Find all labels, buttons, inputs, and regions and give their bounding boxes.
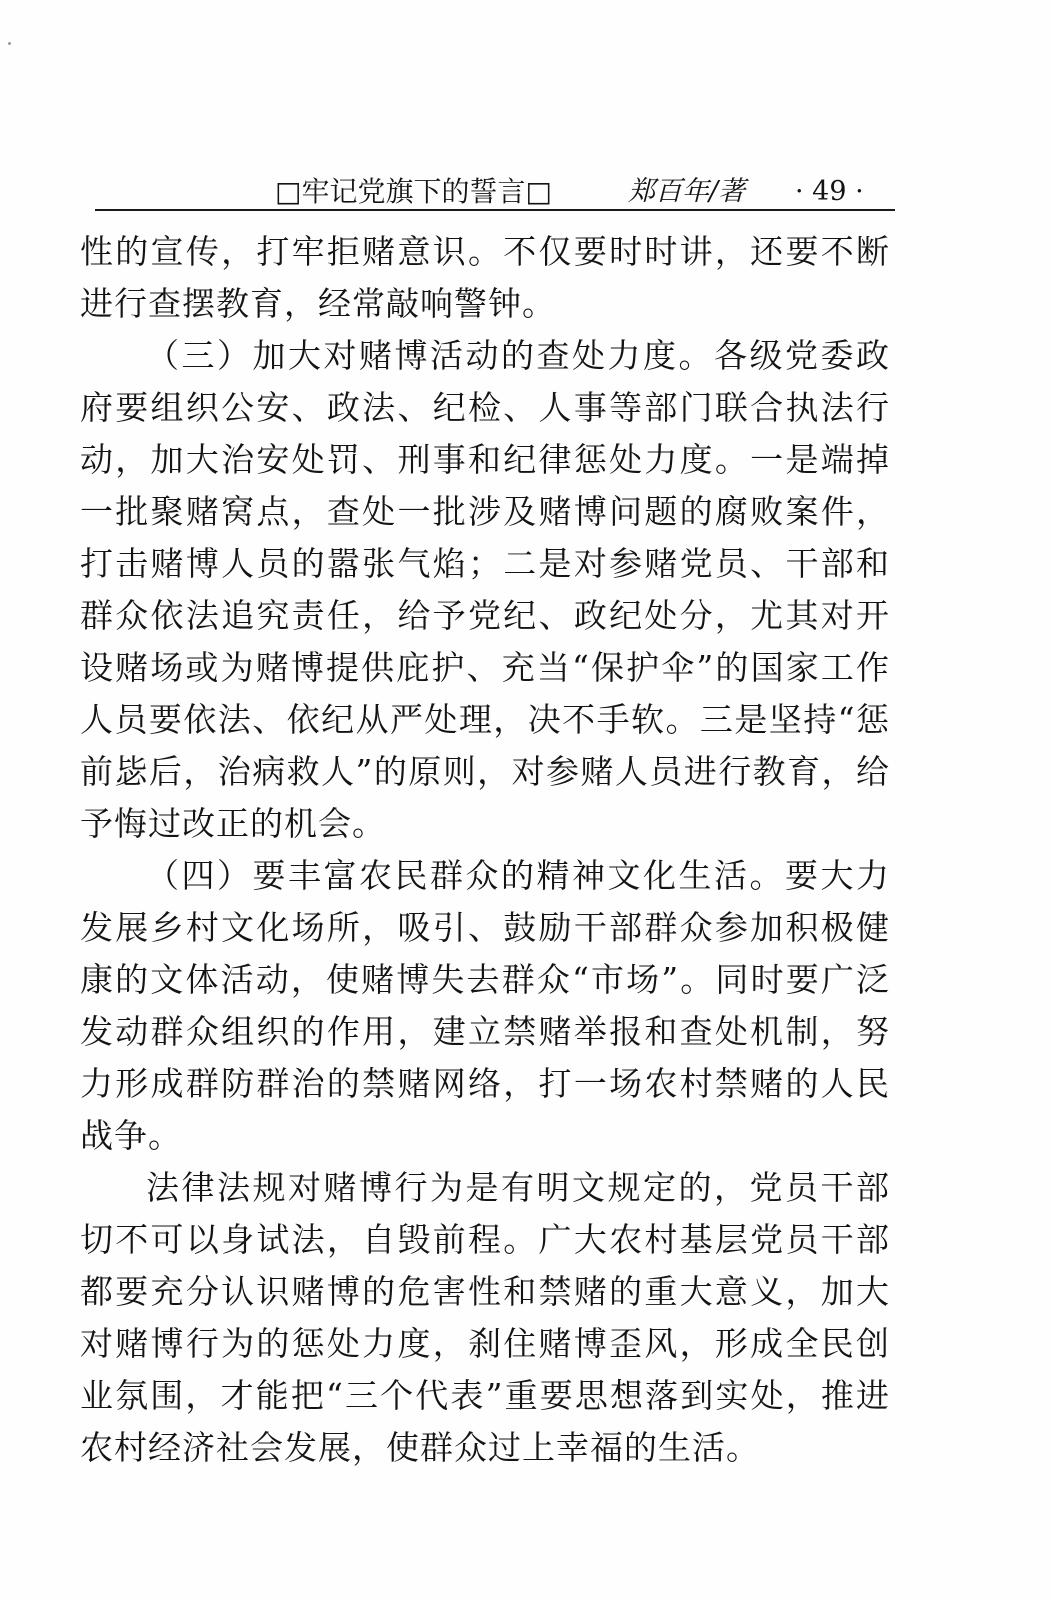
- paragraph-continuation: 性的宣传，打牢拒赌意识。不仅要时时讲，还要不断进行查摆教育，经常敲响警钟。: [80, 232, 890, 323]
- body-text: [80, 226, 890, 1474]
- page-number: · 49 ·: [795, 176, 864, 207]
- paragraph-conclusion: 法律法规对赌博行为是有明文规定的，党员干部切不可以身试法，自毁前程。广大农村基层党员干部都要充分认识赌博的危害性和禁赌的重大意义，加大对赌博行为的惩处力度，刹住赌博歪风，形成全民创业氛围，才能把“三个代表”重要思想落到实处，推进农村经济社会发展，使群众过上幸福的生活。: [80, 1168, 890, 1467]
- paragraph-section-four: （四）要丰富农民群众的精神文化生活。要大力发展乡村文化场所，吸引、鼓励干部群众参加积极健康的文体活动，使赌博失去群众“市场”。同时要广泛发动群众组织的作用，建立禁赌举报和查处机制，努力形成群防群治的禁赌网络，打一场农村禁赌的人民战争。: [80, 856, 890, 1155]
- header-rule: [95, 209, 895, 211]
- author-credit: 郑百年/著: [628, 176, 746, 207]
- paragraph-section-three: （三）加大对赌博活动的查处力度。各级党委政府要组织公安、政法、纪检、人事等部门联合执法行动，加大治安处罚、刑事和纪律惩处力度。一是端掉一批聚赌窝点，查处一批涉及赌博问题的腐败案件，打击赌博人员的嚣张气焰；二是对参赌党员、干部和群众依法追究责任，给予党纪、政纪处分，尤其对开设赌场或为赌博提供庇护、充当“保护伞”的国家工作人员要依法、依纪从严处理，决不手软。三是坚持“惩前毖后，治病救人”的原则，对参赌人员进行教育，给予悔过改正的机会。: [80, 336, 890, 843]
- book-title: □牢记党旗下的誓言□: [275, 175, 552, 208]
- scan-speck: [8, 42, 11, 45]
- running-header: [95, 172, 895, 212]
